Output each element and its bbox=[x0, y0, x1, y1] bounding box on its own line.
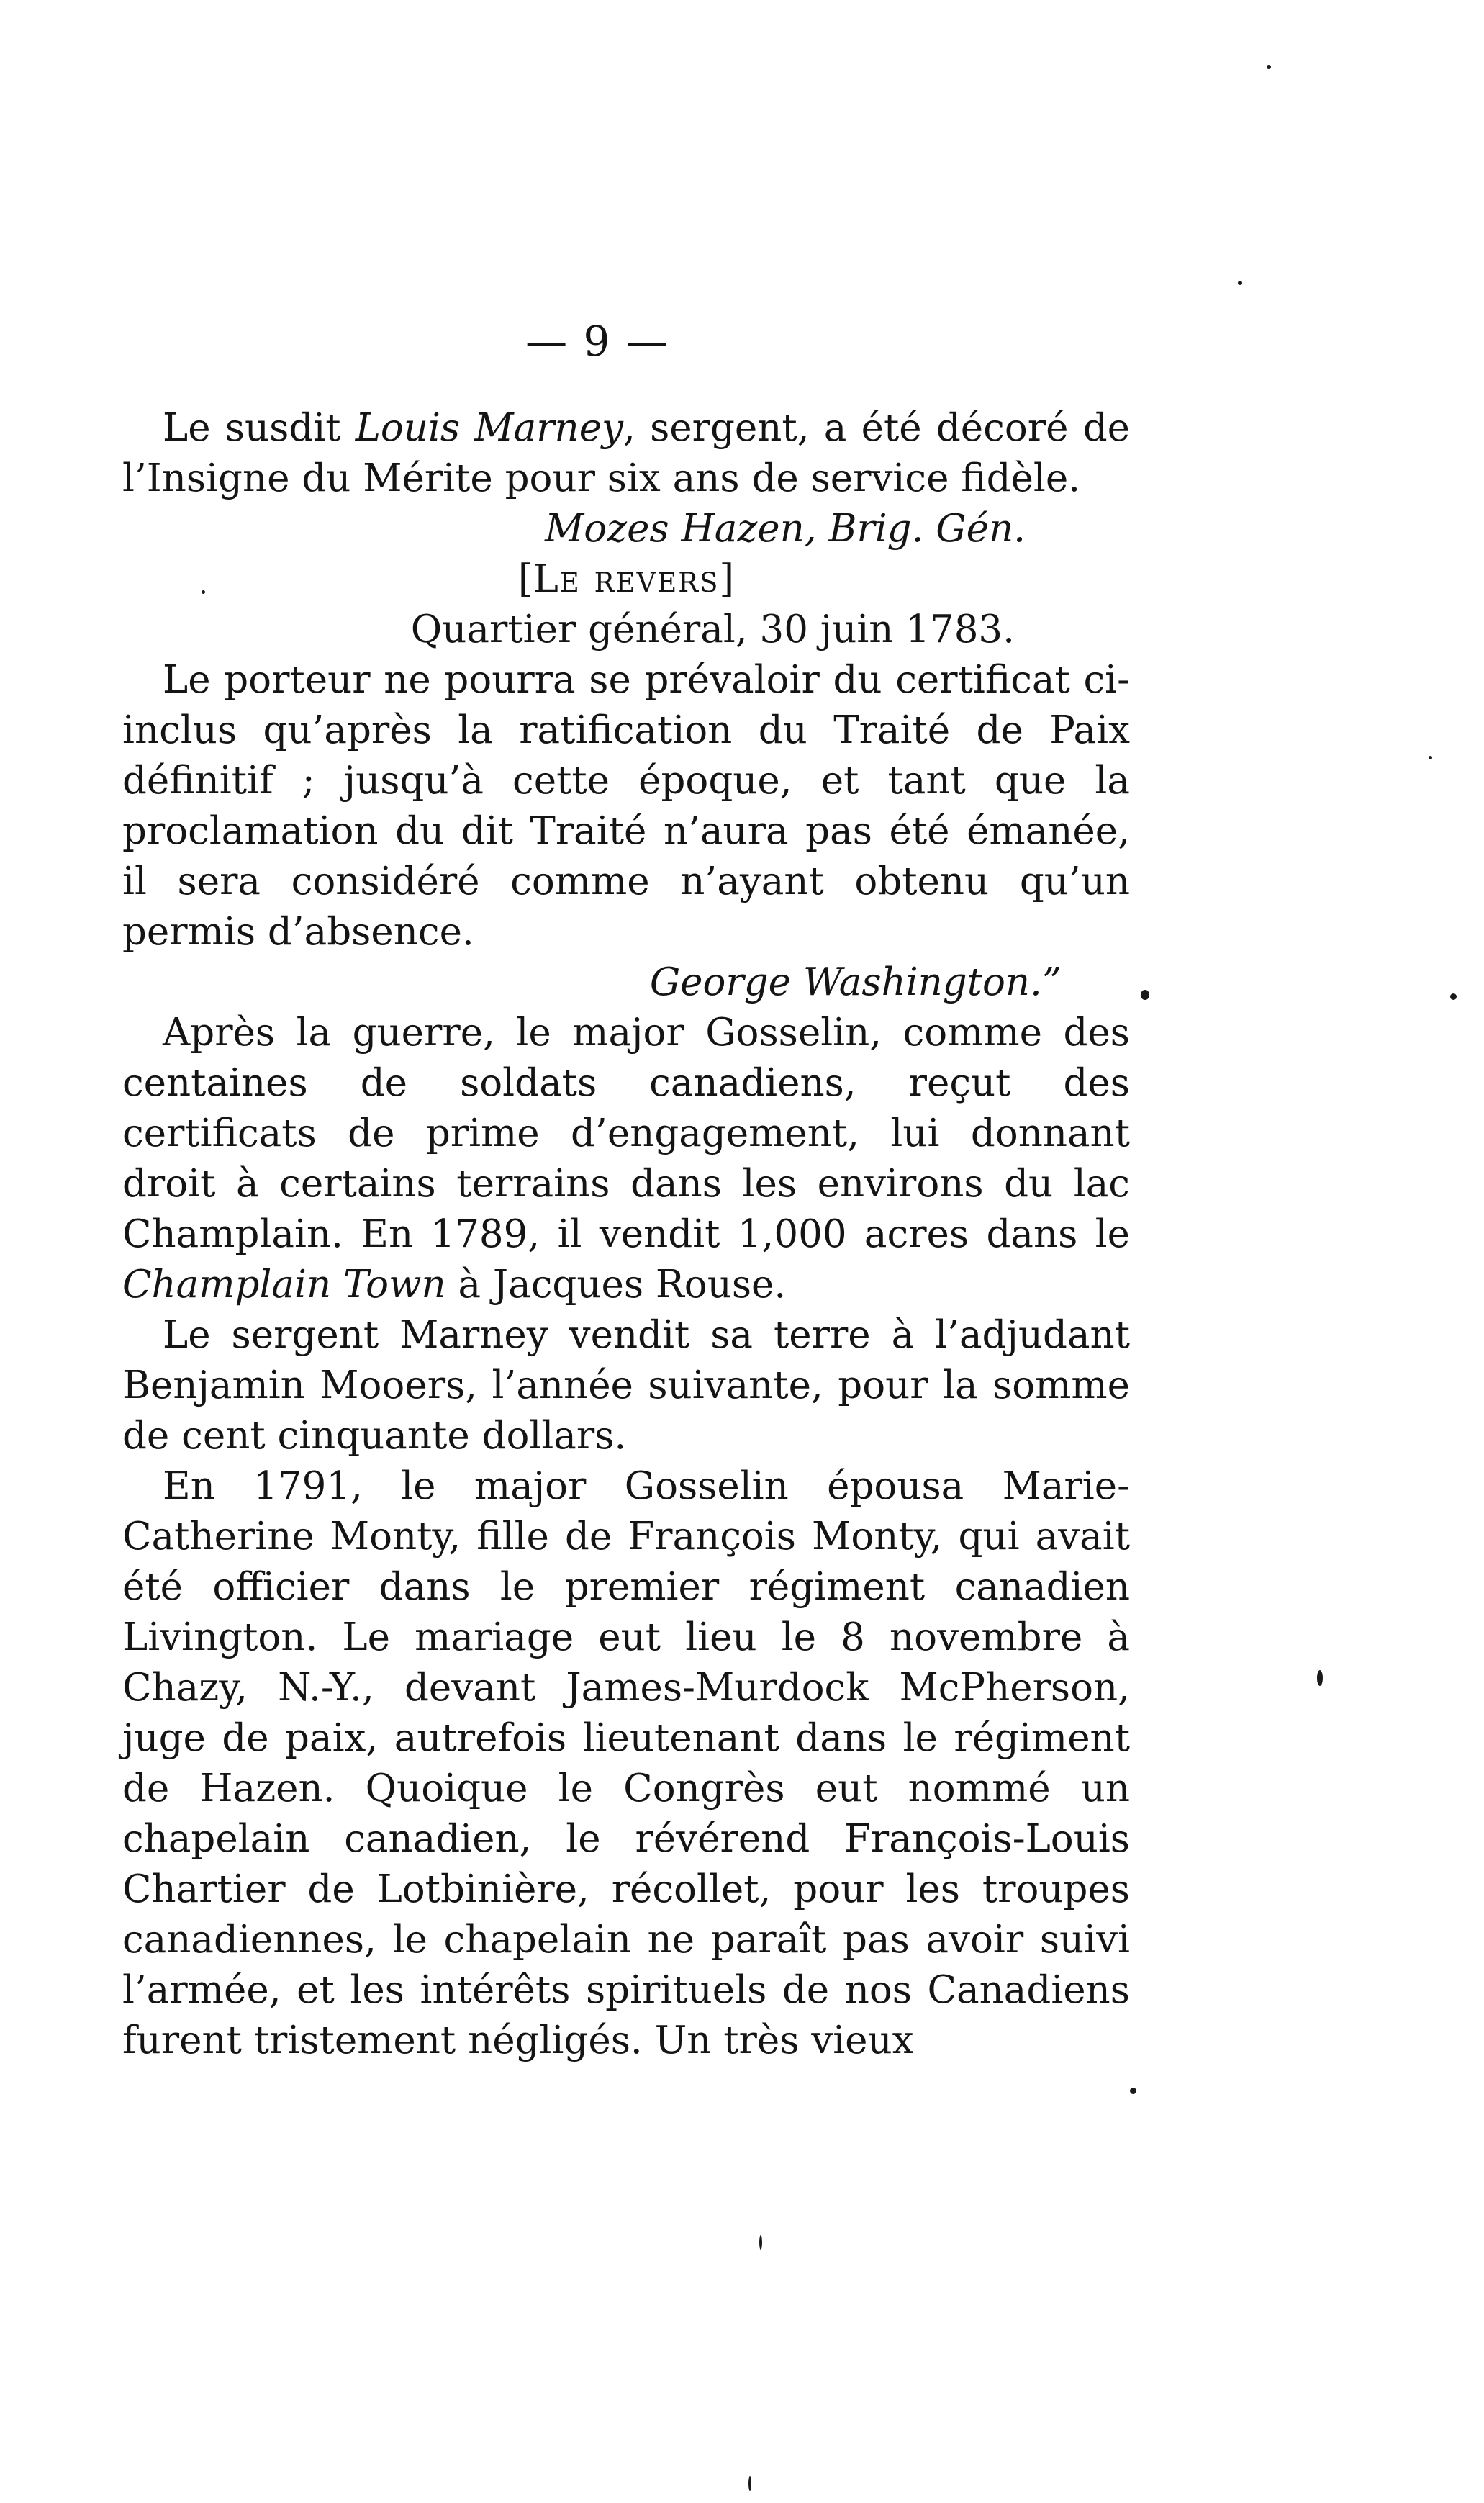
paragraph-decoration-start: Le susdit bbox=[163, 406, 356, 450]
paragraph-after-war bbox=[122, 1008, 1130, 1310]
revers-heading bbox=[122, 554, 1130, 605]
scan-speck bbox=[1130, 2088, 1136, 2094]
paragraph-certificate: Le porteur ne pourra se prévaloir du certificat ci-inclus qu’après la ratification du Traité de Paix définitif ; jusqu’à cette époque, et tant que la proclamation du dit Traité n’aura pas été émanée, il sera considéré comme n’ayant obtenu qu’un permis d’absence. bbox=[122, 658, 1130, 954]
scan-speck bbox=[1450, 993, 1457, 1000]
scan-speck bbox=[759, 2235, 762, 2250]
signature-washington: George Washington.” bbox=[649, 960, 1062, 1004]
scan-speck bbox=[1141, 990, 1149, 1000]
scan-speck bbox=[1317, 1670, 1323, 1686]
bracket-open: [ bbox=[517, 557, 533, 601]
scan-speck bbox=[202, 590, 205, 594]
scan-speck bbox=[1429, 756, 1432, 759]
signature-hazen: Mozes Hazen, Brig. Gén. bbox=[545, 507, 1026, 551]
scan-speck bbox=[1238, 281, 1242, 285]
page-number: — 9 — bbox=[525, 317, 669, 366]
paragraph-after-war-start: Après la guerre, le major Gosselin, comme des centaines de soldats canadiens, reçut des certificats de prime d’engagement, lui donnant droit à certains terrains dans les environs du lac Champlain. En 1789, il vendit 1,000 acres dans le bbox=[122, 1011, 1130, 1256]
paragraph-sergent: Le sergent Marney vendit sa terre à l’adjudant Benjamin Mooers, l’année suivante, pour la somme de cent cinquante dollars. bbox=[122, 1313, 1130, 1458]
date-line: Quartier général, 30 juin 1783. bbox=[410, 608, 1015, 651]
paragraph-decoration bbox=[122, 403, 1130, 504]
paragraph-after-war-end: à Jacques Rouse. bbox=[445, 1263, 787, 1307]
person-name: Louis Marney bbox=[355, 406, 623, 450]
paragraph-marriage: En 1791, le major Gosselin épousa Marie-Catherine Monty, fille de François Monty, qui avait été officier dans le premier régiment canadien Livington. Le mariage eut lieu le 8 novembre à Chazy, N.-Y., devant James-Murdock McPherson, juge de paix, autrefois lieutenant dans le régiment de Hazen. Quoique le Congrès eut nommé un chapelain canadien, le révérend François-Louis Chartier de Lotbinière, récollet, pour les troupes canadiennes, le chapelain ne paraît pas avoir suivi l’armée, et les intérêts spirituels de nos Canadiens furent tristement négligés. Un très vieux bbox=[122, 1464, 1130, 2062]
bracket-close: ] bbox=[719, 557, 735, 601]
body-text bbox=[122, 403, 1130, 2066]
place-name: Champlain Town bbox=[122, 1263, 446, 1307]
revers-label: Le revers bbox=[533, 557, 720, 601]
scan-speck bbox=[1267, 65, 1271, 69]
scan-speck bbox=[748, 2476, 751, 2491]
paragraph-decoration-end: , sergent, a été décoré de l’Insigne du Mérite pour six ans de service fidèle. bbox=[122, 406, 1130, 500]
